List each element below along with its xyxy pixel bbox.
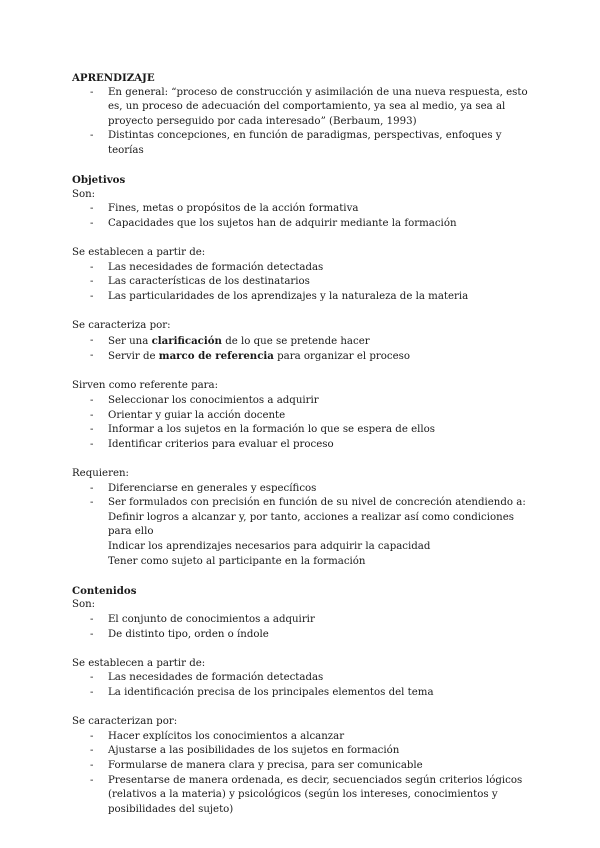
document-body: [72, 71, 532, 817]
list-item: - El conjunto de conocimientos a adquirir: [72, 613, 532, 628]
list-item: - Fines, metas o propósitos de la acción formativa: [72, 202, 532, 217]
list-item: - Diferenciarse en generales y específicos: [72, 482, 532, 497]
list-item: - En general: “proceso de construcción y asimilación de una nueva respuesta, esto es, un proceso de adecuación del comportamiento, ya sea al medio, ya sea al proyecto perseguido por cada interesado” (Berbaum, 1993): [72, 86, 532, 130]
bold-term: clarificación: [151, 334, 222, 347]
list-item: - Presentarse de manera ordenada, es decir, secuenciados según criterios lógicos (relativos a la materia) y psicológicos (según los intereses, conocimientos y posibilidades del sujeto): [72, 774, 532, 818]
label-son: Son:: [72, 599, 96, 611]
text: Servir de: [108, 351, 159, 363]
text: de lo que se pretende hacer: [221, 335, 370, 347]
text: para organizar el proceso: [273, 351, 411, 363]
label-sirven: Sirven como referente para:: [72, 380, 219, 392]
list-item: - Informar a los sujetos en la formación lo que se espera de ellos: [72, 423, 532, 438]
list-item: - Capacidades que los sujetos han de adquirir mediante la formación: [72, 217, 532, 232]
list-item: - Distintas concepciones, en función de paradigmas, perspectivas, enfoques y teorías: [72, 129, 532, 158]
list-item: - Las características de los destinatarios: [72, 275, 532, 290]
sub-item: Indicar los aprendizajes necesarios para adquirir la capacidad: [108, 541, 431, 552]
list-item: - Ser formulados con precisión en función de su nivel de concreción atendiendo a:: [72, 496, 532, 511]
section-heading-objetivos: Objetivos: [72, 174, 126, 187]
list-item: - Hacer explícitos los conocimientos a alcanzar: [72, 730, 532, 745]
list-item: - Las particularidades de los aprendizajes y la naturaleza de la materia: [72, 290, 532, 305]
list-item: - Seleccionar los conocimientos a adquirir: [72, 394, 532, 409]
label-caracteriza: Se caracteriza por:: [72, 320, 171, 332]
bold-term: marco de referencia: [158, 350, 274, 363]
sub-item: Tener como sujeto al participante en la formación: [108, 555, 366, 567]
list-item: - Las necesidades de formación detectadas: [72, 671, 532, 686]
objetivos-requieren-list: [72, 482, 532, 511]
label-establecen: Se establecen a partir de:: [72, 657, 206, 669]
objetivos-son-list: [72, 202, 532, 231]
contenidos-caracterizan-list: [72, 730, 532, 818]
document-title: APRENDIZAJE: [72, 72, 155, 84]
intro-list: [72, 86, 532, 159]
section-heading-contenidos: Contenidos: [72, 584, 137, 597]
objetivos-sirven-list: [72, 394, 532, 452]
list-item: [72, 349, 532, 365]
list-item: - La identificación precisa de los principales elementos del tema: [72, 686, 532, 701]
label-establecen: Se establecen a partir de:: [72, 247, 206, 259]
objetivos-caracteriza-list: [72, 334, 532, 365]
contenidos-establecen-list: [72, 671, 532, 700]
list-item: - Identificar criterios para evaluar el proceso: [72, 438, 532, 453]
list-item: - De distinto tipo, orden o índole: [72, 628, 532, 643]
list-item: - Orientar y guiar la acción docente: [72, 409, 532, 424]
list-item: - Ajustarse a las posibilidades de los sujetos en formación: [72, 744, 532, 759]
text: Ser una: [108, 335, 152, 347]
list-item: - Formularse de manera clara y precisa, para ser comunicable: [72, 759, 532, 774]
label-caracterizan: Se caracterizan por:: [72, 716, 178, 728]
objetivos-establecen-list: [72, 261, 532, 305]
contenidos-son-list: [72, 613, 532, 642]
list-item: - Las necesidades de formación detectadas: [72, 261, 532, 276]
label-requieren: Requieren:: [72, 468, 129, 480]
list-item: [72, 334, 532, 350]
label-son: Son:: [72, 188, 96, 200]
sub-item: Definir logros a alcanzar y, por tanto, acciones a realizar así como condiciones para ello: [108, 511, 514, 538]
